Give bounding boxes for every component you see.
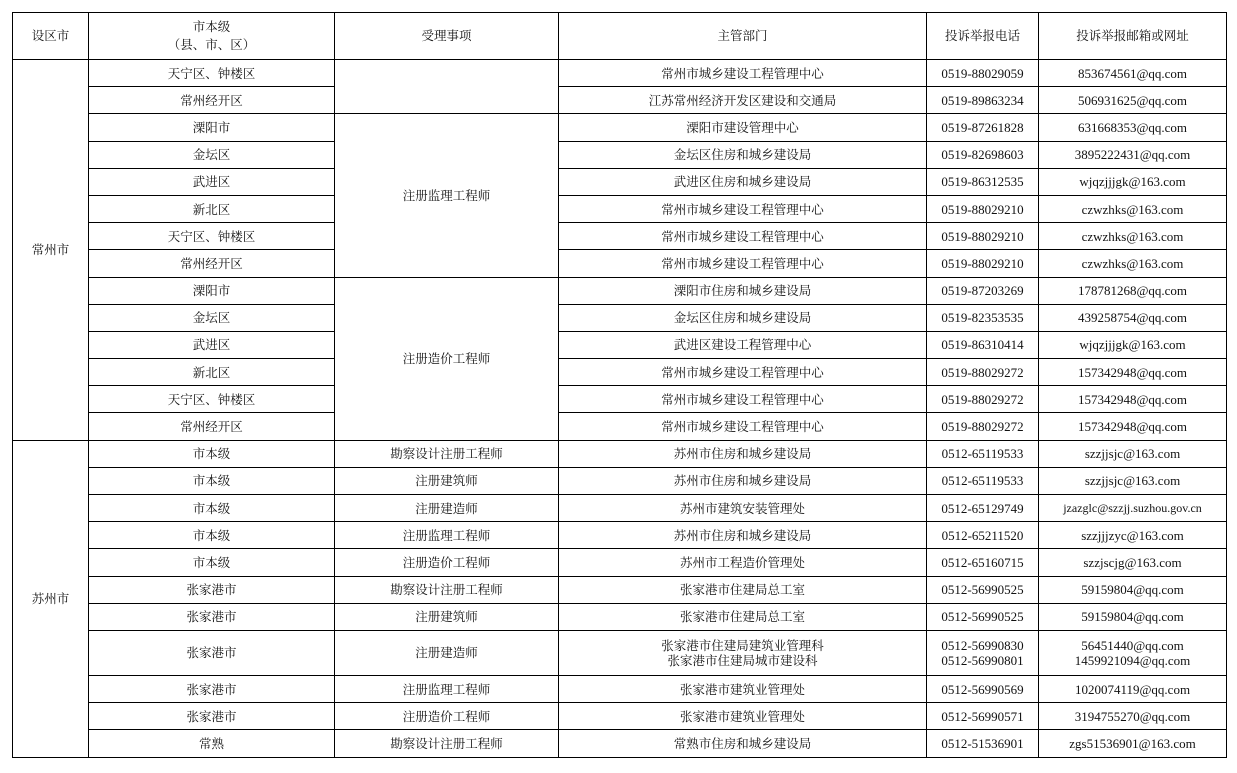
email-cell: 506931625@qq.com xyxy=(1039,87,1227,114)
item-cell: 注册建造师 xyxy=(335,630,559,675)
phone-cell: 0512-56990569 xyxy=(927,675,1039,702)
dept-cell: 溧阳市建设管理中心 xyxy=(559,114,927,141)
level-cell: 常州经开区 xyxy=(89,413,335,440)
level-cell: 市本级 xyxy=(89,467,335,494)
level-cell: 常熟 xyxy=(89,730,335,757)
phone-cell: 0512-65129749 xyxy=(927,495,1039,522)
dept-cell: 苏州市工程造价管理处 xyxy=(559,549,927,576)
email-cell: zgs51536901@163.com xyxy=(1039,730,1227,757)
level-cell: 新北区 xyxy=(89,359,335,386)
table-row xyxy=(13,87,1227,114)
level-cell: 张家港市 xyxy=(89,576,335,603)
dept-cell: 常州市城乡建设工程管理中心 xyxy=(559,60,927,87)
phone-cell: 0512-65160715 xyxy=(927,549,1039,576)
email-cell: szzjscjg@163.com xyxy=(1039,549,1227,576)
header-phone: 投诉举报电话 xyxy=(927,13,1039,60)
dept-cell: 苏州市住房和城乡建设局 xyxy=(559,440,927,467)
dept-cell: 溧阳市住房和城乡建设局 xyxy=(559,277,927,304)
phone-cell: 0519-87203269 xyxy=(927,277,1039,304)
dept-line: 张家港市住建局建筑业管理科 xyxy=(661,637,824,653)
email-line: 56451440@qq.com xyxy=(1081,637,1184,653)
header-dept: 主管部门 xyxy=(559,13,927,60)
table-row xyxy=(13,440,1227,467)
email-line: 1459921094@qq.com xyxy=(1074,652,1191,668)
item-cell: 勘察设计注册工程师 xyxy=(335,440,559,467)
email-cell: 157342948@qq.com xyxy=(1039,413,1227,440)
level-cell: 市本级 xyxy=(89,522,335,549)
item-cell: 注册造价工程师 xyxy=(335,703,559,730)
item-cell: 注册监理工程师 xyxy=(335,522,559,549)
table-row xyxy=(13,141,1227,168)
table-row xyxy=(13,60,1227,87)
dept-cell: 常州市城乡建设工程管理中心 xyxy=(559,195,927,222)
phone-cell: 0519-82353535 xyxy=(927,304,1039,331)
table-row xyxy=(13,304,1227,331)
header-city: 设区市 xyxy=(13,13,89,60)
item-cell: 注册造价工程师 xyxy=(335,549,559,576)
level-cell: 张家港市 xyxy=(89,703,335,730)
dept-cell: 武进区建设工程管理中心 xyxy=(559,331,927,358)
dept-cell: 常州市城乡建设工程管理中心 xyxy=(559,413,927,440)
level-cell: 市本级 xyxy=(89,495,335,522)
header-row xyxy=(13,13,1227,60)
email-cell: szzjjsjc@163.com xyxy=(1039,440,1227,467)
phone-cell: 0519-82698603 xyxy=(927,141,1039,168)
level-cell: 张家港市 xyxy=(89,603,335,630)
table-row xyxy=(13,630,1227,675)
table-row xyxy=(13,522,1227,549)
phone-cell: 0519-88029272 xyxy=(927,359,1039,386)
item-cell: 注册建筑师 xyxy=(335,467,559,494)
table-row xyxy=(13,603,1227,630)
table-row xyxy=(13,386,1227,413)
phone-line: 0512-56990830 xyxy=(941,637,1024,653)
phone-cell: 0519-88029210 xyxy=(927,195,1039,222)
dept-cell: 苏州市住房和城乡建设局 xyxy=(559,522,927,549)
level-cell: 金坛区 xyxy=(89,304,335,331)
email-cell: 59159804@qq.com xyxy=(1039,576,1227,603)
email-cell: czwzhks@163.com xyxy=(1039,250,1227,277)
phone-cell: 0512-56990525 xyxy=(927,603,1039,630)
item-cell: 注册建筑师 xyxy=(335,603,559,630)
email-cell: 59159804@qq.com xyxy=(1039,603,1227,630)
dept-cell: 张家港市住建局总工室 xyxy=(559,603,927,630)
dept-cell: 武进区住房和城乡建设局 xyxy=(559,168,927,195)
phone-cell: 0512-65119533 xyxy=(927,467,1039,494)
table-row xyxy=(13,331,1227,358)
email-cell: 157342948@qq.com xyxy=(1039,386,1227,413)
header-level xyxy=(89,13,335,60)
level-cell: 天宁区、钟楼区 xyxy=(89,386,335,413)
header-email: 投诉举报邮箱或网址 xyxy=(1039,13,1227,60)
dept-cell: 张家港市住建局总工室 xyxy=(559,576,927,603)
phone-cell: 0512-65211520 xyxy=(927,522,1039,549)
email-cell: 439258754@qq.com xyxy=(1039,304,1227,331)
email-cell: 178781268@qq.com xyxy=(1039,277,1227,304)
phone-cell: 0519-88029059 xyxy=(927,60,1039,87)
level-cell: 溧阳市 xyxy=(89,277,335,304)
email-cell xyxy=(1039,630,1227,675)
phone-cell: 0519-86310414 xyxy=(927,331,1039,358)
item-cell: 勘察设计注册工程师 xyxy=(335,576,559,603)
email-cell: 157342948@qq.com xyxy=(1039,359,1227,386)
dept-cell: 金坛区住房和城乡建设局 xyxy=(559,141,927,168)
email-cell: szzjjsjc@163.com xyxy=(1039,467,1227,494)
email-cell: czwzhks@163.com xyxy=(1039,195,1227,222)
dept-cell xyxy=(559,630,927,675)
phone-cell: 0519-87261828 xyxy=(927,114,1039,141)
level-cell: 武进区 xyxy=(89,331,335,358)
complaint-contact-table xyxy=(12,12,1227,758)
level-cell: 常州经开区 xyxy=(89,87,335,114)
city-cell: 常州市 xyxy=(13,60,89,441)
dept-cell: 常州市城乡建设工程管理中心 xyxy=(559,223,927,250)
phone-cell: 0519-89863234 xyxy=(927,87,1039,114)
level-cell: 武进区 xyxy=(89,168,335,195)
item-cell: 注册建造师 xyxy=(335,495,559,522)
dept-cell: 常州市城乡建设工程管理中心 xyxy=(559,386,927,413)
phone-cell: 0512-51536901 xyxy=(927,730,1039,757)
dept-cell: 金坛区住房和城乡建设局 xyxy=(559,304,927,331)
email-cell: 3194755270@qq.com xyxy=(1039,703,1227,730)
level-cell: 天宁区、钟楼区 xyxy=(89,60,335,87)
header-level-line2: （县、市、区） xyxy=(167,37,256,52)
email-cell: wjqzjjjgk@163.com xyxy=(1039,331,1227,358)
table-row xyxy=(13,114,1227,141)
email-cell: 3895222431@qq.com xyxy=(1039,141,1227,168)
level-cell: 溧阳市 xyxy=(89,114,335,141)
dept-cell: 苏州市建筑安装管理处 xyxy=(559,495,927,522)
table-row xyxy=(13,359,1227,386)
item-cell-empty xyxy=(335,60,559,114)
email-cell: wjqzjjjgk@163.com xyxy=(1039,168,1227,195)
phone-cell: 0519-88029272 xyxy=(927,413,1039,440)
level-cell: 天宁区、钟楼区 xyxy=(89,223,335,250)
phone-cell: 0519-88029210 xyxy=(927,250,1039,277)
phone-cell: 0519-88029272 xyxy=(927,386,1039,413)
email-cell: czwzhks@163.com xyxy=(1039,223,1227,250)
level-cell: 常州经开区 xyxy=(89,250,335,277)
item-cell: 注册监理工程师 xyxy=(335,114,559,277)
table-row xyxy=(13,277,1227,304)
dept-line: 张家港市住建局城市建设科 xyxy=(667,652,818,668)
item-cell: 注册造价工程师 xyxy=(335,277,559,440)
level-cell: 张家港市 xyxy=(89,675,335,702)
table-row xyxy=(13,467,1227,494)
table-row xyxy=(13,250,1227,277)
item-cell: 勘察设计注册工程师 xyxy=(335,730,559,757)
header-level-line1: 市本级 xyxy=(192,19,231,34)
phone-cell: 0512-65119533 xyxy=(927,440,1039,467)
table-row xyxy=(13,675,1227,702)
table-row xyxy=(13,223,1227,250)
email-cell: jzazglc@szzjj.suzhou.gov.cn xyxy=(1039,495,1227,522)
dept-cell: 张家港市建筑业管理处 xyxy=(559,703,927,730)
table-row xyxy=(13,549,1227,576)
dept-cell: 常州市城乡建设工程管理中心 xyxy=(559,359,927,386)
table-row xyxy=(13,413,1227,440)
email-cell: szzjjjzyc@163.com xyxy=(1039,522,1227,549)
table-row xyxy=(13,730,1227,757)
phone-cell xyxy=(927,630,1039,675)
dept-cell: 常熟市住房和城乡建设局 xyxy=(559,730,927,757)
phone-cell: 0519-88029210 xyxy=(927,223,1039,250)
dept-cell: 常州市城乡建设工程管理中心 xyxy=(559,250,927,277)
table-row xyxy=(13,168,1227,195)
level-cell: 张家港市 xyxy=(89,630,335,675)
city-cell: 苏州市 xyxy=(13,440,89,757)
level-cell: 市本级 xyxy=(89,549,335,576)
email-cell: 853674561@qq.com xyxy=(1039,60,1227,87)
level-cell: 新北区 xyxy=(89,195,335,222)
phone-cell: 0512-56990525 xyxy=(927,576,1039,603)
email-cell: 1020074119@qq.com xyxy=(1039,675,1227,702)
dept-cell: 苏州市住房和城乡建设局 xyxy=(559,467,927,494)
header-item: 受理事项 xyxy=(335,13,559,60)
table-row xyxy=(13,576,1227,603)
level-cell: 金坛区 xyxy=(89,141,335,168)
dept-cell: 张家港市建筑业管理处 xyxy=(559,675,927,702)
phone-line: 0512-56990801 xyxy=(941,652,1024,668)
email-cell: 631668353@qq.com xyxy=(1039,114,1227,141)
item-cell: 注册监理工程师 xyxy=(335,675,559,702)
level-cell: 市本级 xyxy=(89,440,335,467)
table-row xyxy=(13,495,1227,522)
table-row xyxy=(13,195,1227,222)
phone-cell: 0519-86312535 xyxy=(927,168,1039,195)
dept-cell: 江苏常州经济开发区建设和交通局 xyxy=(559,87,927,114)
table-row xyxy=(13,703,1227,730)
phone-cell: 0512-56990571 xyxy=(927,703,1039,730)
